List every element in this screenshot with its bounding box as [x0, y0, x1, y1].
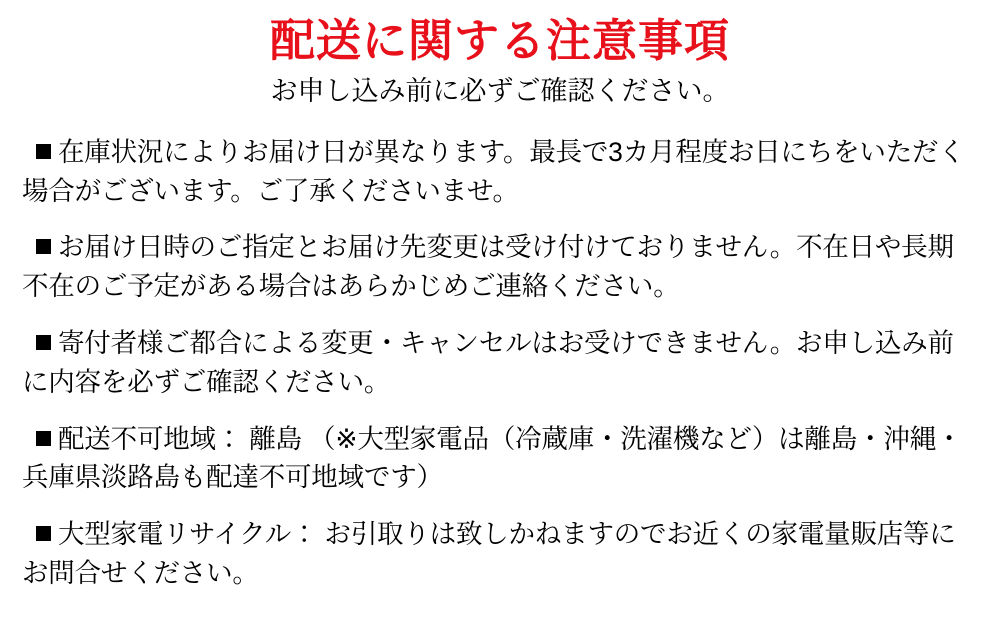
- notice-item: [22, 228, 978, 306]
- square-bullet-icon: [36, 431, 51, 446]
- notice-item-text: 寄付者様ご都合による変更・キャンセルはお受けできません。お申し込み前に内容を必ずご確認ください。: [22, 328, 954, 397]
- square-bullet-icon: [36, 144, 51, 159]
- square-bullet-icon: [36, 335, 51, 350]
- notice-list: [22, 133, 978, 593]
- notice-item-text: 配送不可地域： 離島 （※大型家電品（冷蔵庫・洗濯機など）は離島・沖縄・兵庫県淡路島も配達不可地域です）: [22, 423, 963, 493]
- square-bullet-icon: [36, 239, 51, 254]
- notice-item-text: 大型家電リサイクル： お引取りは致しかねますのでお近くの家電量販店等にお問合せください。: [22, 519, 956, 589]
- notice-item: [22, 515, 978, 593]
- page-title: 配送に関する注意事項: [269, 15, 730, 66]
- notice-item: [22, 133, 978, 211]
- notice-item: [22, 324, 978, 402]
- notice-item-text: お届け日時のご指定とお届け先変更は受け付けておりません。不在日や長期不在のご予定がある場合はあらかじめご連絡ください。: [22, 232, 954, 302]
- notice-item: [22, 420, 978, 498]
- notice-item-text: 在庫状況によりお届け日が異なります。最長で3カ月程度お日にちをいただく場合がございます。ご了承くださいませ。: [22, 136, 965, 206]
- square-bullet-icon: [36, 526, 51, 541]
- page-subtitle: お申し込み前に必ずご確認ください。: [270, 76, 730, 106]
